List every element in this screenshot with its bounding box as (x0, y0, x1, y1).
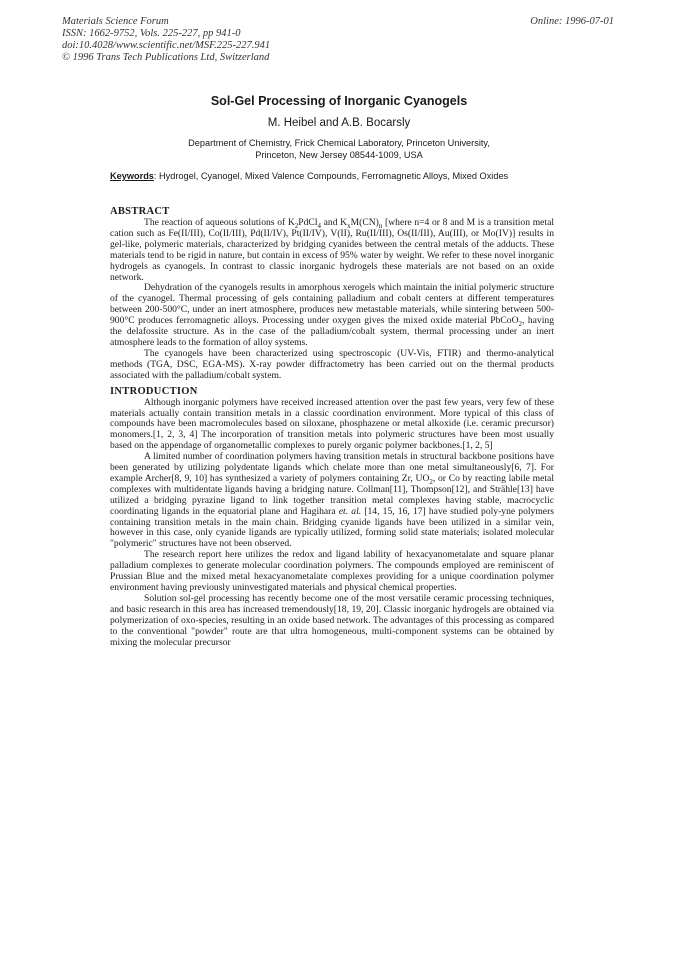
abstract-heading: ABSTRACT (110, 206, 170, 217)
paper-authors: M. Heibel and A.B. Bocarsly (267, 117, 411, 129)
intro-paragraph-1: Although inorganic polymers have received increased attention over the past few years, very few of these materials actually contain transition metals in a classic coordination environment. More typical of this class of compounds have been macromolecules based on siloxane, phosphazene or metal alkoxide (i.e. ceramic precursor) monomers.[1, 2, 3, 4] The incorporation of transition metals into polymeric structures have been most usually based on the appendage of organometallic complexes to purely organic polymer backbones.[1, 2, 5] (110, 396, 554, 452)
copyright-line: © 1996 Trans Tech Publications Ltd, Switzerland (62, 52, 270, 63)
intro-paragraph-3: The research report here utilizes the redox and ligand lability of hexacyanometalate and square planar palladium complexes to generate molecular coordination polymers. The compounds employed are reminiscent of Prussian Blue and the mixed metal hexacyanometalate complexes providing for a unique coordination polymer environment having previously uninvestigated materials and physical chemical properties. (110, 549, 554, 593)
doi-link[interactable]: doi:10.4028/www.scientific.net/MSF.225-227.941 (62, 40, 271, 51)
affiliation (0, 137, 678, 161)
journal-header (62, 16, 270, 64)
keywords-text: : Hydrogel, Cyanogel, Mixed Valence Compounds, Ferromagnetic Alloys, Mixed Oxides (153, 171, 509, 181)
affiliation-line-2: Princeton, New Jersey 08544-1009, USA (255, 150, 423, 160)
paper-title: Sol-Gel Processing of Inorganic Cyanogels (210, 94, 468, 108)
affiliation-line-1: Department of Chemistry, Frick Chemical Laboratory, Princeton University, (188, 138, 490, 148)
keywords-label: Keywords (110, 171, 154, 181)
abstract-paragraph-1: The reaction of aqueous solutions of $K_2PdCl_4$ and $K_xM(CN)_n$ [where n=4 or 8 and M is a transition metal cation such as Fe(II/III), Co(II/III), Pd(II/IV), Pt(II/IV), V(II), Ru(II/III), Os(II/III), Au(III), or Mo(IV)] results in gel-like, polymeric materials, characterized by bridging cyanides between the central metals of the adducts. These materials tend to be rigid in nature, but contain in excess of 95% water by weight. We refer to these novel inorganic hydrogels as cyanogels. In contrast to classic inorganic hydrogels these materials are not based on an oxide network. (110, 217, 555, 283)
journal-name: Materials Science Forum (62, 16, 169, 27)
intro-paragraph-4: Solution sol-gel processing has recently become one of the most versatile ceramic processing techniques, and basic research in this area has increased tremendously[18, 19, 20]. Classic inorganic hydrogels are obtained via polymerization of oxo-species, resulting in an oxide based network. The advantages of this processing as compared to the conventional "powder" route are that ultra homogeneous, multi-component systems can be obtained by mixing the molecular precursor (110, 592, 554, 648)
intro-paragraph-2: A limited number of coordination polymers having transition metals in structural backbone positions have been generated by utilizing polydentate ligands which chelate more than one metal simultaneously[6, 7]. For example Archer[8, 9, 10] has synthesized a variety of polymers containing Zr, $UO_2$, or Co by reacting labile metal complexes with multidentate ligands having a bridging nature. Collman[11], Thompson[12], and Strähle[13] have utilized a bridging pyrazine ligand to link together transition metal complexes having stable, macrocyclic coordinating ligands in the equatorial plane and Hagihara et. al. [14, 15, 16, 17] have studied poly-yne polymers containing transition metals in the main chain. Bridging cyanide ligands have been utilized in a similar vein, however in this case, only cyanide ligands are typically utilized, forming solid state materials; isolated molecular "polymeric" structures have not been observed. (110, 451, 554, 550)
introduction-heading: INTRODUCTION (110, 385, 198, 397)
paper-body (110, 206, 554, 648)
abstract-paragraph-3: The cyanogels have been characterized using spectroscopic (UV-Vis, FTIR) and thermo-analytical methods (TGA, DSC, EGA-MS). X-ray powder diffractometry has been carried out on the thermal products associated with the palladium/cobalt system. (110, 347, 554, 381)
keywords (110, 171, 570, 181)
online-date: Online: 1996-07-01 (530, 16, 614, 27)
issn-line: ISSN: 1662-9752, Vols. 225-227, pp 941-0 (62, 28, 241, 39)
abstract-paragraph-2: Dehydration of the cyanogels results in amorphous xerogels which maintain the initial polymeric structure of the cyanogel. Thermal processing of gels containing palladium and cobalt centers at different temperatures between 200-500°C, under an inert atmosphere, produces new metastable materials, while sintering between 500-900°C produces ferromagnetic alloys. Processing under oxygen gives the mixed oxide material PbCoO$_2$, having the delafossite structure. As in the case of the palladium/cobalt system, thermal processing under an inert atmosphere leads to the formation of alloy systems. (110, 282, 554, 348)
